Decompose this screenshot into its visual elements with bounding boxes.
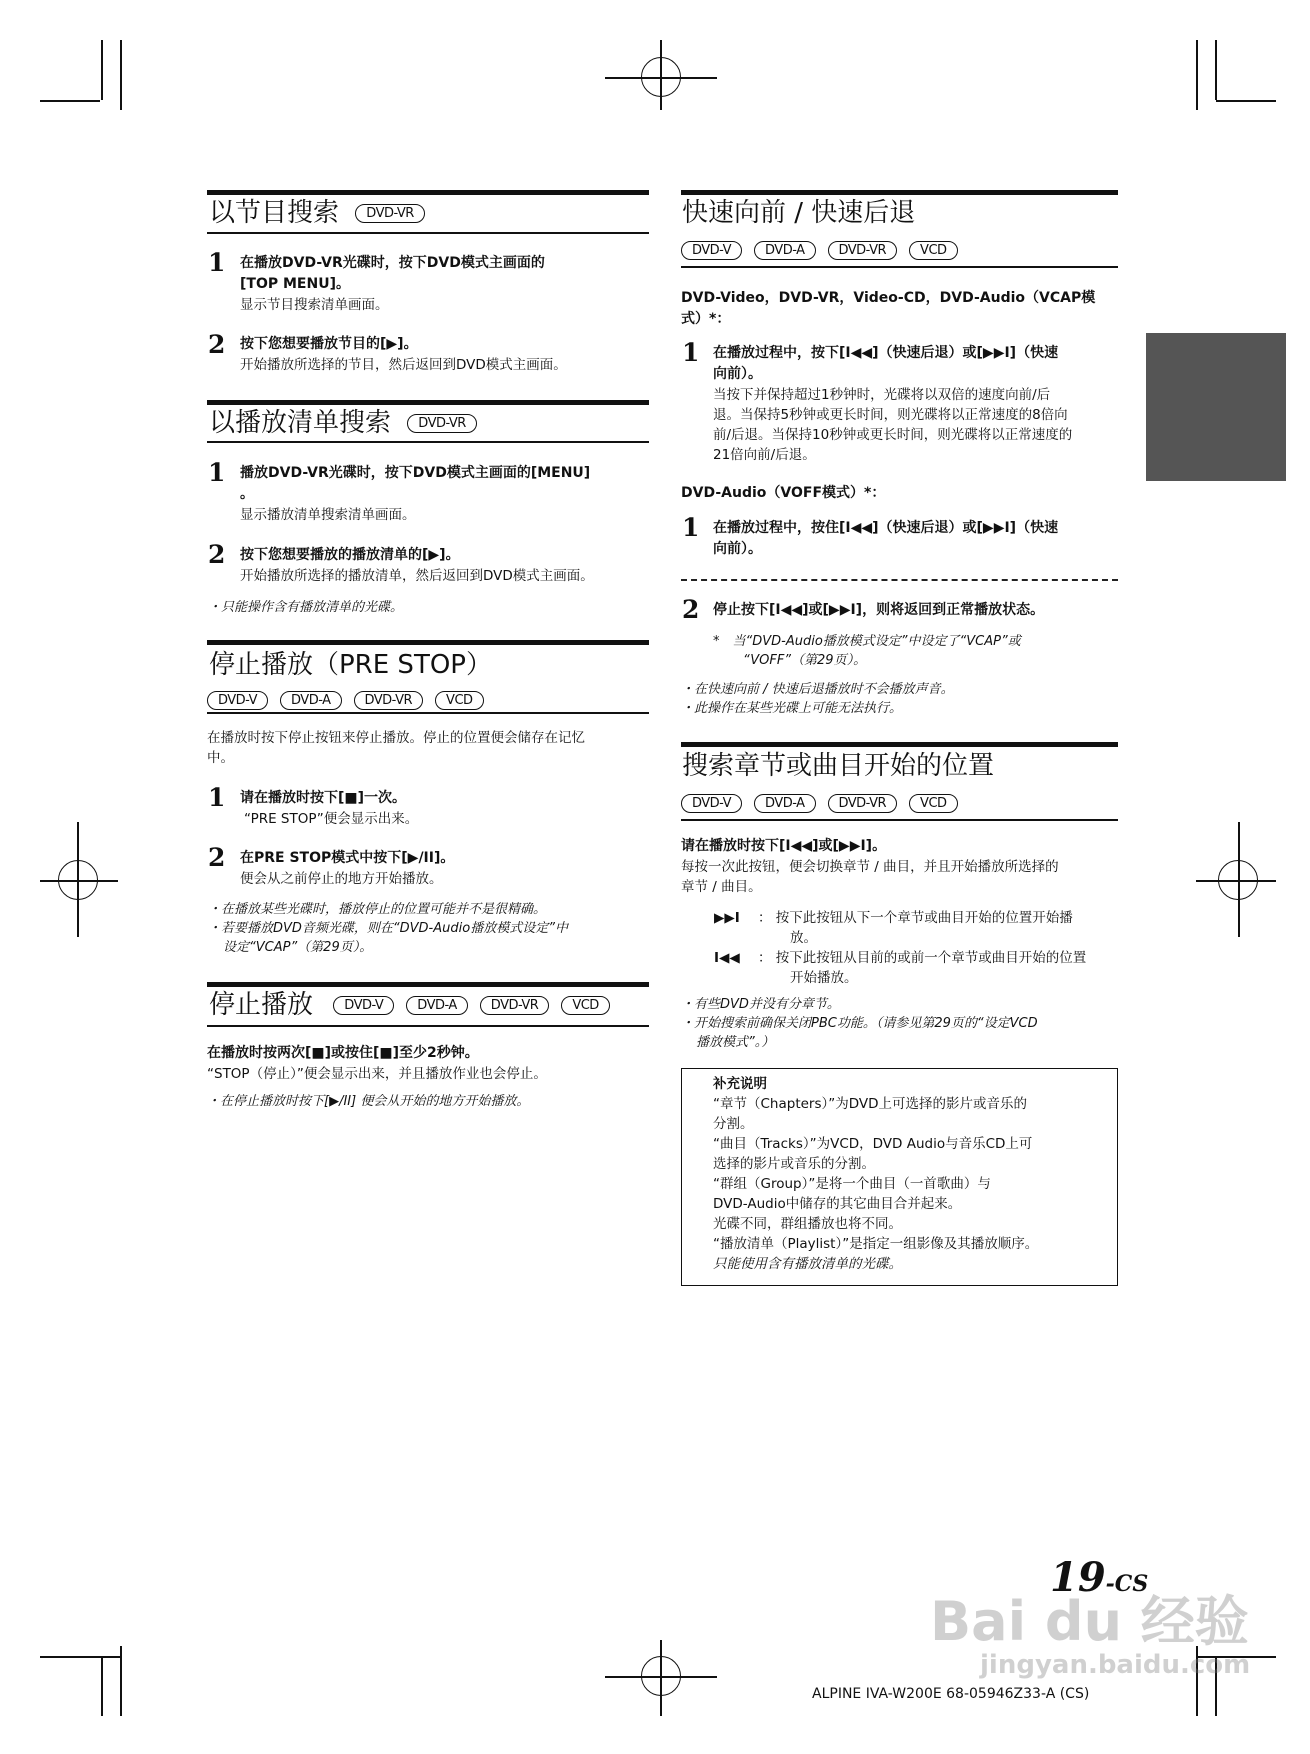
format-badge: DVD-A: [280, 691, 341, 710]
notes: ・在播放某些光碟时，播放停止的位置可能并不是很精确。 ・若要播放DVD音频光碟，则在“DVD-Audio播放模式设定”中 设定“VCAP”（第29页）。: [208, 902, 568, 955]
chapter-tab: [1146, 333, 1286, 481]
section-title: 搜索章节或曲目开始的位置: [682, 751, 995, 781]
step-body: 停止按下[I◀◀]或[▶▶I]，则将返回到正常播放状态。: [713, 602, 1045, 618]
notes: ・在快速向前 / 快速后退播放时不会播放声音。 ・此操作在某些光碟上可能无法执行。: [681, 682, 954, 716]
format-badge: DVD-VR: [828, 794, 898, 813]
format-badge: VCD: [561, 996, 609, 1015]
step-number: 1: [682, 513, 700, 542]
crop-mark: [120, 40, 122, 110]
step-number: 1: [682, 338, 700, 367]
watermark: Bai du 经验: [930, 1590, 1249, 1653]
step-number: 2: [208, 330, 226, 359]
format-badge: DVD-V: [681, 794, 742, 813]
watermark-url: jingyan.baidu.com: [980, 1650, 1251, 1680]
format-badges: [681, 240, 970, 260]
registration-mark: [1238, 822, 1240, 937]
next-track-icon: ▶▶I: [714, 910, 740, 926]
notes: ・有些DVD并没有分章节。 ・开始搜索前确保关闭PBC功能。（请参见第29页的“设定VCD 播放模式”。）: [681, 997, 1038, 1050]
step-number: 2: [208, 843, 226, 872]
format-badge: VCD: [909, 794, 957, 813]
format-badge: DVD-A: [406, 996, 467, 1015]
section-title: 停止播放 DVD-V DVD-A DVD-VR VCD: [209, 990, 622, 1020]
step-body: 按下您想要播放节目的[▶]。 开始播放所选择的节目，然后返回到DVD模式主画面。: [240, 336, 567, 373]
note: ・只能操作含有播放清单的光碟。: [208, 600, 404, 615]
format-badge: DVD-VR: [480, 996, 550, 1015]
crop-mark: [1216, 100, 1276, 102]
crop-mark: [1196, 40, 1198, 110]
format-badge: DVD-VR: [355, 204, 425, 223]
format-badge: DVD-V: [207, 691, 268, 710]
section-title: 以播放清单搜索 DVD-VR: [209, 408, 489, 438]
format-badge: DVD-A: [754, 241, 815, 260]
crop-mark: [40, 1656, 120, 1658]
crop-mark: [101, 40, 103, 100]
crop-mark: [40, 100, 100, 102]
crop-mark: [101, 1656, 103, 1716]
step-body: 在播放DVD-VR光碟时，按下DVD模式主画面的 [TOP MENU]。 显示节目搜索清单画面。: [240, 255, 545, 313]
format-badge: DVD-VR: [354, 691, 424, 710]
step-body: 在PRE STOP模式中按下[▶/II]。 便会从之前停止的地方开始播放。: [240, 850, 455, 887]
dashed-divider: [681, 579, 1118, 581]
page-number: 19-CS: [1050, 1554, 1149, 1601]
step-body: 在播放过程中，按住[I◀◀]（快速后退）或[▶▶I]（快速 向前）。: [713, 520, 1059, 557]
supplement-content: 补充说明 “章节（Chapters）”为DVD上可选择的影片或音乐的 分割。 “曲目（Tracks）”为VCD，DVD Audio与音乐CD上可 选择的影片或音乐的分割。 “群组（Group）”是将一个曲目（一首歌曲）与 DVD-Audio中储存的其它曲目合并起来。 光碟不同，群组播放也将不同。 “播放清单（Playlist）”是指定一组影像及其播放顺序。 只能使用含有播放清单的光碟。: [713, 1076, 1039, 1272]
prev-track-icon: I◀◀: [714, 950, 740, 966]
sub-heading: DVD-Video，DVD-VR，Video-CD，DVD-Audio（VCAP模 式）*：: [681, 290, 1096, 327]
step-body: 按下您想要播放的播放清单的[▶]。 开始播放所选择的播放清单，然后返回到DVD模式主画面。: [240, 547, 594, 584]
format-badge: VCD: [435, 691, 483, 710]
format-badges: [207, 690, 496, 710]
sub-heading: DVD-Audio（VOFF模式）*：: [681, 485, 886, 501]
intro-text: 在播放时按下停止按钮来停止播放。停止的位置便会储存在记忆 中。: [207, 730, 585, 766]
footnote: * 当“DVD-Audio播放模式设定”中设定了“VCAP”或 “VOFF”（第29页）。: [713, 634, 1021, 668]
step-number: 1: [208, 458, 226, 487]
divider: [681, 819, 1118, 821]
section-title: 停止播放（PRE STOP）: [209, 650, 492, 680]
registration-mark: [77, 822, 79, 937]
step-number: 1: [208, 248, 226, 277]
format-badges: [681, 793, 970, 813]
crop-mark: [1215, 40, 1217, 100]
registration-mark: [40, 880, 118, 882]
format-badge: DVD-V: [333, 996, 394, 1015]
crop-mark: [120, 1646, 122, 1716]
step-number: 2: [208, 540, 226, 569]
registration-mark: [660, 40, 662, 110]
step-body: 请在播放时按下[■]一次。 “PRE STOP”便会显示出来。: [240, 790, 419, 827]
registration-mark: [1196, 880, 1276, 882]
section-title: 以节目搜索 DVD-VR: [209, 198, 437, 228]
button-legend: ▶▶I ： 按下此按钮从下一个章节或曲目开始的位置开始播 放。 I◀◀ ： 按下此按钮从目前的或前一个章节或曲目开始的位置 开始播放。: [714, 910, 1087, 986]
format-badge: DVD-A: [754, 794, 815, 813]
model-code: ALPINE IVA-W200E 68-05946Z33-A (CS): [812, 1686, 1090, 1702]
divider: [681, 266, 1118, 268]
section-body: 请在播放时按下[I◀◀]或[▶▶I]。 每按一次此按钮，便会切换章节 / 曲目，并且开始播放所选择的 章节 / 曲目。: [681, 838, 1059, 895]
divider: [207, 712, 649, 714]
format-badge: VCD: [909, 241, 957, 260]
registration-mark: [660, 1640, 662, 1716]
section-title: 快速向前 / 快速后退: [682, 198, 916, 228]
format-badge: DVD-VR: [407, 414, 477, 433]
format-badge: DVD-V: [681, 241, 742, 260]
step-body: 在播放过程中，按下[I◀◀]（快速后退）或[▶▶I]（快速 向前）。 当按下并保持超过1秒钟时，光碟将以双倍的速度向前/后 退。当保持5秒钟或更长时间，则光碟将以正常速度的8倍向 前/后退。当保持10秒钟或更长时间，则光碟将以正常速度的 21倍向前/后退。: [713, 345, 1073, 463]
step-body: 播放DVD-VR光碟时，按下DVD模式主画面的[MENU] 。 显示播放清单搜索清单画面。: [240, 465, 591, 523]
section-body: 在播放时按两次[■]或按住[■]至少2秒钟。 “STOP（停止）”便会显示出来，并且播放作业也会停止。 ・在停止播放时按下[▶/II] 便会从开始的地方开始播放。: [207, 1045, 547, 1109]
step-number: 1: [208, 783, 226, 812]
step-number: 2: [682, 595, 700, 624]
format-badge: DVD-VR: [828, 241, 898, 260]
